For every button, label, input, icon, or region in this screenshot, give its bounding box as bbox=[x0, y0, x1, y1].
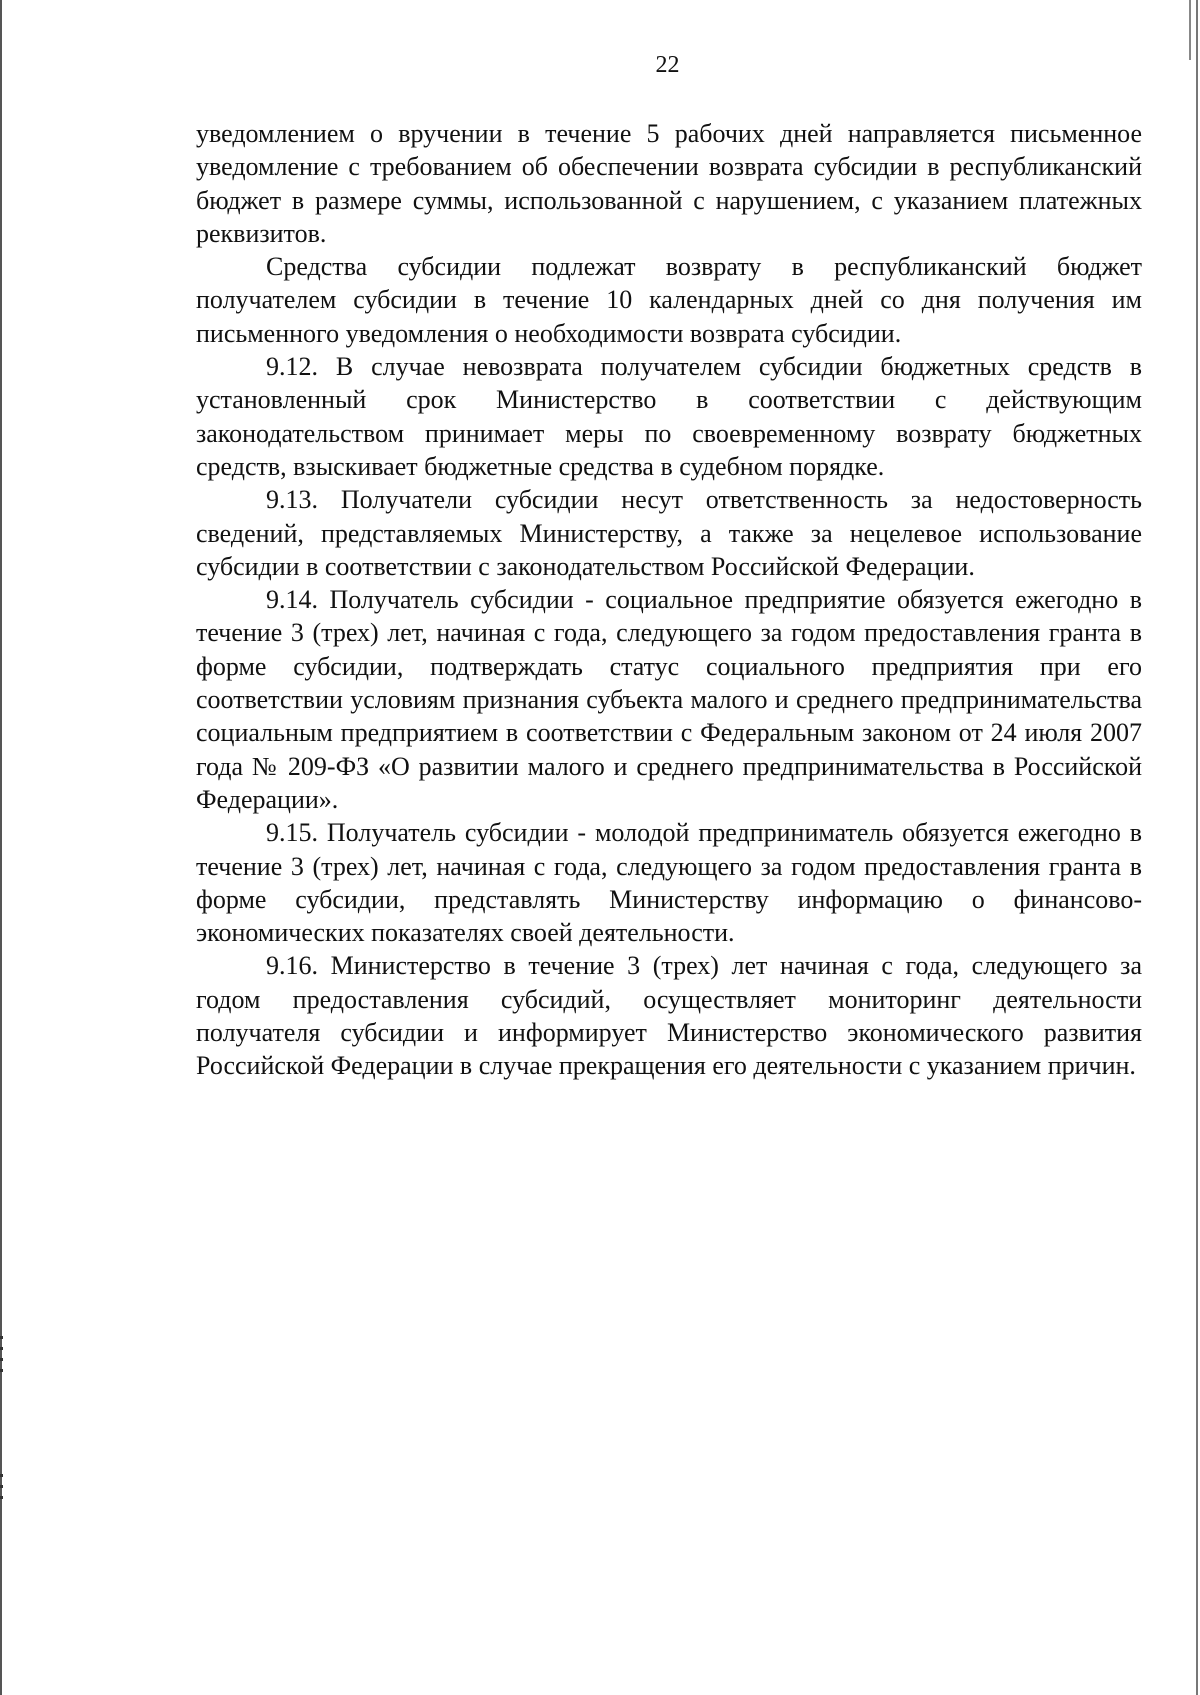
scan-artifact-dots bbox=[0, 1336, 3, 1376]
page-number: 22 bbox=[655, 52, 680, 78]
scan-border-left bbox=[0, 0, 2, 1695]
paragraph-9-15: 9.15. Получатель субсидии - молодой предприниматель обязуется ежегодно в течение 3 (трех) лет, начиная с года, следующего за годом предоставления гранта в форме субсидии, представлять Министерству информацию о финансово-экономических показателях своей деятельности. bbox=[196, 818, 1142, 948]
paragraph-subsidy-return: Средства субсидии подлежат возврату в республиканский бюджет получателем субсидии в течение 10 календарных дней со дня получения им письменного уведомления о необходимости возврата субсидии. bbox=[196, 252, 1142, 348]
paragraph-9-13: 9.13. Получатели субсидии несут ответственность за недостоверность сведений, представляемых Министерству, а также за нецелевое использование субсидии в соответствии с законодательством Российской Федерации. bbox=[196, 485, 1142, 581]
paragraph-continuation: уведомлением о вручении в течение 5 рабочих дней направляется письменное уведомление с требованием об обеспечении возврата субсидии в республиканский бюджет в размере суммы, использованной с нарушением, с указанием платежных реквизитов. bbox=[196, 119, 1142, 248]
scan-artifact-dots bbox=[0, 1474, 3, 1504]
scan-border-right bbox=[1196, 0, 1198, 1695]
paragraph-9-12: 9.12. В случае невозврата получателем субсидии бюджетных средств в установленный срок Министерство в соответствии с действующим законодательством принимает меры по своевременному возврату бюджетных средств, взыскивает бюджетные средства в судебном порядке. bbox=[196, 352, 1142, 481]
paragraph-9-14: 9.14. Получатель субсидии - социальное предприятие обязуется ежегодно в течение 3 (трех) лет, начиная с года, следующего за годом предоставления гранта в форме субсидии, подтверждать статус социального предприятия при его соответствии условиям признания субъекта малого и среднего предпринимательства социальным предприятием в соответствии с Федеральным законом от 24 июля 2007 года № 209-ФЗ «О развитии малого и среднего предпринимательства в Российской Федерации». bbox=[196, 585, 1142, 814]
document-body bbox=[196, 117, 1142, 1083]
paragraph-9-16: 9.16. Министерство в течение 3 (трех) лет начиная с года, следующего за годом предоставления субсидий, осуществляет мониторинг деятельности получателя субсидии и информирует Министерство экономического развития Российской Федерации в случае прекращения его деятельности с указанием причин. bbox=[196, 951, 1142, 1081]
